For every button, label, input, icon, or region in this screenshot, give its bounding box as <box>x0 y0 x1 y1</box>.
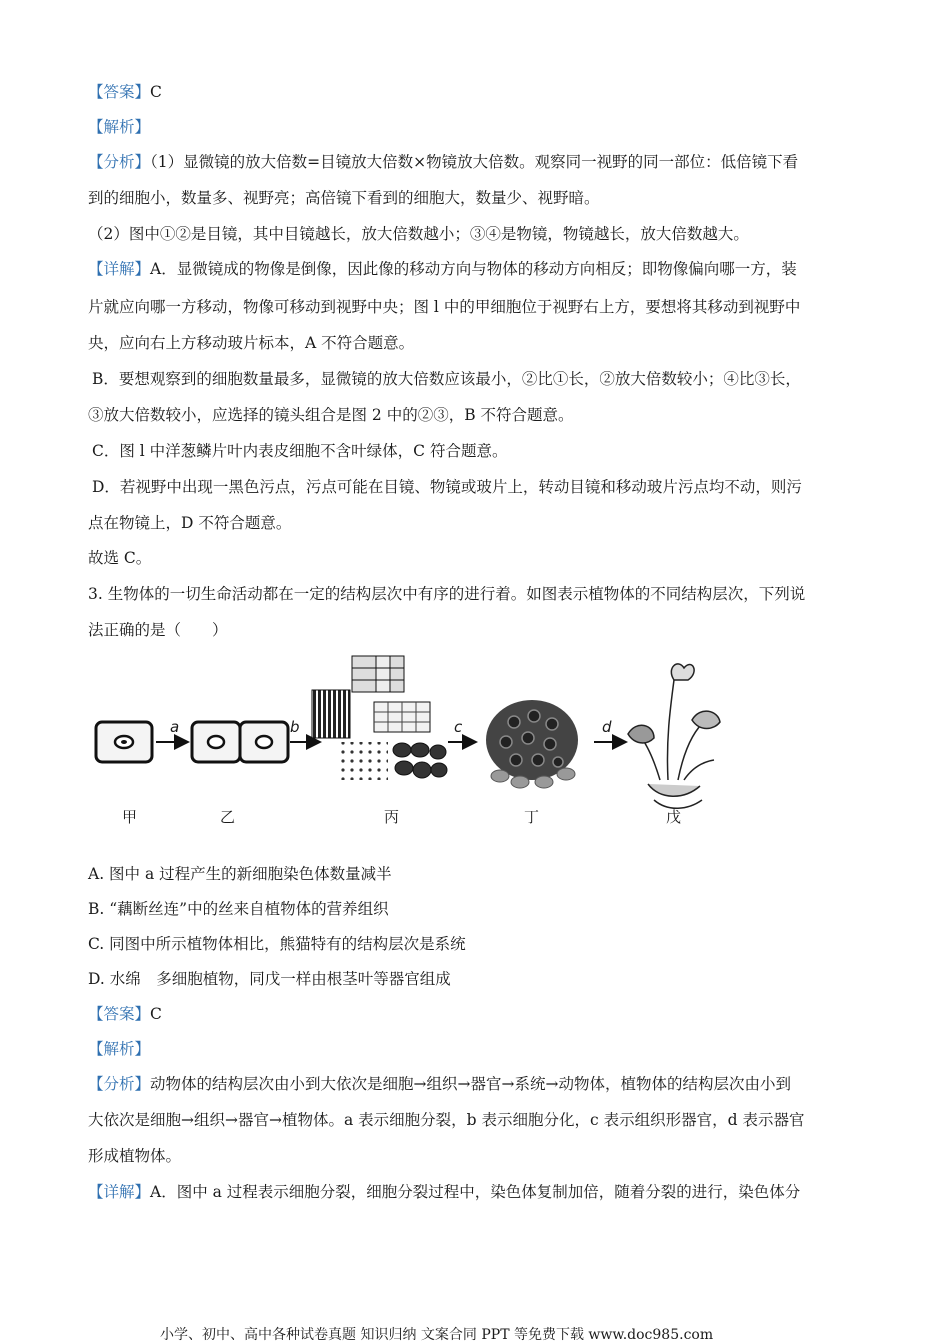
structure-levels-figure <box>88 650 728 840</box>
option-b: B. “藕断丝连”中的丝来自植物体的营养组织 <box>88 900 389 918</box>
label-wu: 戊 <box>666 808 682 826</box>
detail-a-line-2: 片就应向哪一方移动，物像可移动到视野中央；图 l 中的甲细胞位于视野右上方，要想将其移动到视野中 <box>88 298 801 316</box>
arrow-label-c: c <box>454 718 463 736</box>
label-bing: 丙 <box>384 808 400 826</box>
conclusion: 故选 C。 <box>88 549 152 567</box>
q3-detail-line-1 <box>88 1182 800 1202</box>
q3-stem-line-1: 3. 生物体的一切生命活动都在一定的结构层次中有序的进行着。如图表示植物体的不同结构层次，下列说 <box>88 585 806 603</box>
detail-b-line-2: ③放大倍数较小，应选择的镜头组合是图 2 中的②③，B 不符合题意。 <box>88 406 574 424</box>
q3-fenxi-line-2: 大依次是细胞→组织→器官→植物体。a 表示细胞分裂，b 表示细胞分化，c 表示组织形器官，d 表示器官 <box>88 1111 805 1129</box>
lotus-plant-wu-illustration <box>628 664 720 808</box>
detail-a-text: A．显微镜成的物像是倒像，因此像的移动方向与物体的移动方向相反；即物像偏向哪一方，装 <box>150 260 797 278</box>
arrow-label-d: d <box>602 718 612 736</box>
arrow-label-a: a <box>170 718 180 736</box>
q3-answer-value: C <box>150 1005 162 1023</box>
seedpod-ding-illustration <box>486 700 578 788</box>
arrow-label-b: b <box>290 718 300 736</box>
answer-line-1 <box>88 82 162 102</box>
label-ding: 丁 <box>524 808 540 826</box>
q3-answer-line <box>88 1004 162 1024</box>
q3-answer-tag: 【答案】 <box>88 1005 151 1023</box>
q3-fenxi-text: 动物体的结构层次由小到大依次是细胞→组织→器官→系统→动物体，植物体的结构层次由小到 <box>150 1075 791 1093</box>
label-jia: 甲 <box>122 808 138 826</box>
fenxi-line-1 <box>88 152 798 172</box>
option-a: A. 图中 a 过程产生的新细胞染色体数量减半 <box>88 865 392 883</box>
cell-yi-illustration <box>192 722 288 762</box>
fenxi-tag: 【分析】 <box>88 153 151 171</box>
answer-value: C <box>150 83 162 101</box>
fenxi-text: （1）显微镜的放大倍数=目镜放大倍数×物镜放大倍数。观察同一视野的同一部位：低倍镜下看 <box>150 153 799 171</box>
detail-d-line-2: 点在物镜上，D 不符合题意。 <box>88 514 292 532</box>
answer-tag: 【答案】 <box>88 83 151 101</box>
q3-fenxi-line-1 <box>88 1074 791 1094</box>
option-d: D. 水绵 多细胞植物，同戊一样由根茎叶等器官组成 <box>88 970 451 988</box>
q3-fenxi-line-3: 形成植物体。 <box>88 1147 182 1165</box>
cell-jia-illustration <box>96 722 152 762</box>
page-footer: 小学、初中、高中各种试卷真题 知识归纳 文案合同 PPT 等免费下载 www.doc985.com <box>160 1327 714 1343</box>
option-c: C. 同图中所示植物体相比，熊猫特有的结构层次是系统 <box>88 935 466 953</box>
q3-fenxi-tag: 【分析】 <box>88 1075 151 1093</box>
analysis-tag: 【解析】 <box>88 118 151 136</box>
q3-analysis-tag: 【解析】 <box>88 1040 151 1058</box>
fenxi-line-3: （2）图中①②是目镜，其中目镜越长，放大倍数越小；③④是物镜，物镜越长，放大倍数越大。 <box>88 225 749 243</box>
detail-b-line-1: B．要想观察到的细胞数量最多，显微镜的放大倍数应该最小，②比①长，②放大倍数较小；④比③长， <box>92 370 801 388</box>
tissues-bing-illustration <box>312 656 447 780</box>
detail-c-line-1: C．图 l 中洋葱鳞片叶内表皮细胞不含叶绿体，C 符合题意。 <box>92 442 508 460</box>
q3-detail-text: A．图中 a 过程表示细胞分裂，细胞分裂过程中，染色体复制加倍，随着分裂的进行，染色体分 <box>150 1183 801 1201</box>
figure-illustration <box>88 650 728 840</box>
detail-tag: 【详解】 <box>88 260 151 278</box>
detail-d-line-1: D．若视野中出现一黑色污点，污点可能在目镜、物镜或玻片上，转动目镜和移动玻片污点均不动，则污 <box>92 478 802 496</box>
detail-a-line-3: 央，应向右上方移动玻片标本，A 不符合题意。 <box>88 334 415 352</box>
detail-a-line-1 <box>88 259 797 279</box>
q3-stem-line-2: 法正确的是（ ） <box>88 621 228 639</box>
label-yi: 乙 <box>220 808 236 826</box>
q3-detail-tag: 【详解】 <box>88 1183 151 1201</box>
fenxi-line-2: 到的细胞小，数量多、视野亮；高倍镜下看到的细胞大，数量少、视野暗。 <box>88 189 600 207</box>
